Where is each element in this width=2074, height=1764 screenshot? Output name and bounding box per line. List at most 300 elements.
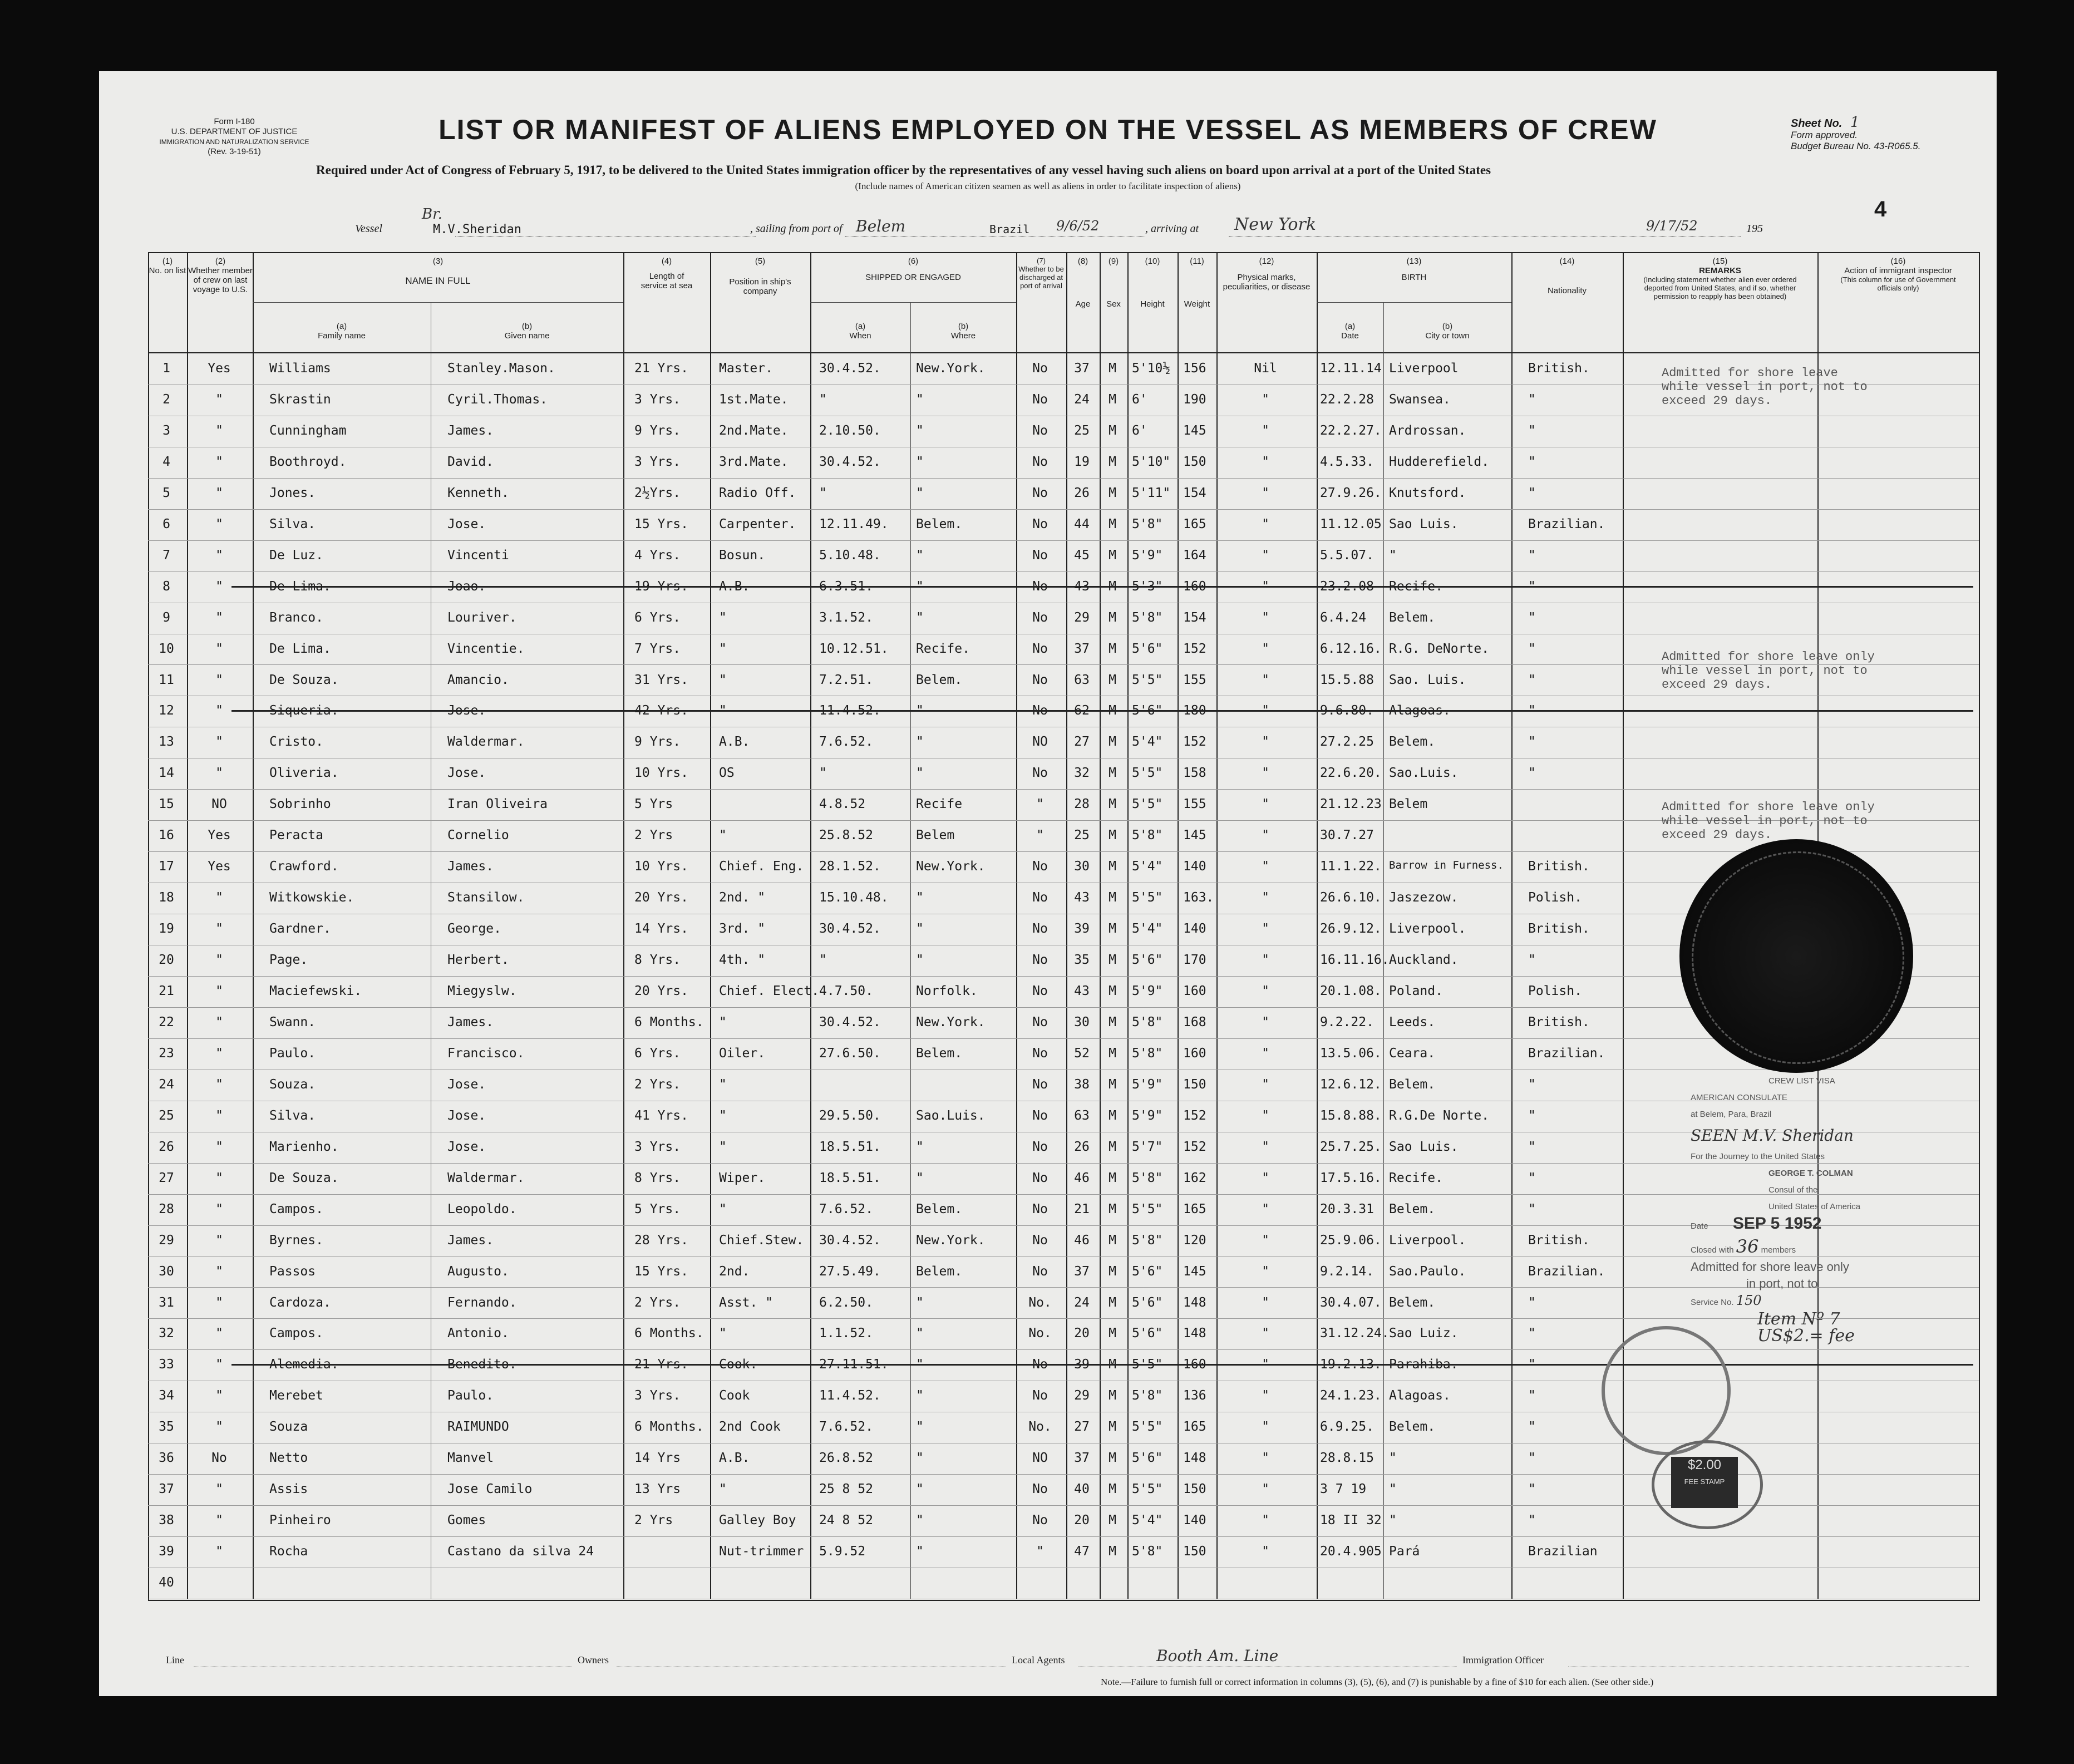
cell-where: " bbox=[916, 766, 924, 781]
cell-family: Peracta bbox=[269, 828, 323, 843]
cell-position: Wiper. bbox=[719, 1170, 766, 1185]
cell-no: 26 bbox=[159, 1139, 174, 1154]
cell-no: 3 bbox=[162, 423, 170, 438]
cell-family: Souza bbox=[269, 1420, 308, 1435]
cell-disch: No bbox=[1032, 890, 1048, 905]
cell-when: 6.2.50. bbox=[819, 1295, 873, 1310]
cell-prev: " bbox=[215, 1357, 223, 1372]
cell-sex: M bbox=[1109, 485, 1116, 500]
cell-when: 29.5.50. bbox=[819, 1108, 881, 1123]
cell-given: Francisco. bbox=[447, 1046, 525, 1061]
cell-given: Castano da silva 24 bbox=[447, 1544, 594, 1559]
cell-weight: 145 bbox=[1183, 1264, 1206, 1279]
cell-age: 52 bbox=[1074, 1046, 1090, 1061]
cell-sex: M bbox=[1109, 1388, 1116, 1403]
cell-bcity: Sao Luiz. bbox=[1389, 1326, 1459, 1341]
port-from: Belem bbox=[856, 217, 906, 235]
cell-age: 21 bbox=[1074, 1201, 1090, 1216]
cell-where: New.York. bbox=[916, 1233, 986, 1248]
cell-disch: No bbox=[1032, 859, 1048, 874]
cell-disch: No bbox=[1032, 953, 1048, 968]
cell-marks: " bbox=[1262, 454, 1269, 469]
cell-when: 11.4.52. bbox=[819, 703, 881, 718]
cell-disch: No bbox=[1032, 1139, 1048, 1154]
cell-nat: " bbox=[1528, 1170, 1536, 1185]
cell-disch: NO bbox=[1032, 1451, 1048, 1466]
cell-age: 29 bbox=[1074, 610, 1090, 625]
cell-no: 15 bbox=[159, 797, 174, 812]
cell-position: Cook bbox=[719, 1388, 750, 1403]
cell-where: Belem. bbox=[916, 1201, 963, 1216]
cell-prev: " bbox=[215, 548, 223, 563]
cell-weight: 140 bbox=[1183, 859, 1206, 874]
page-title: LIST OR MANIFEST OF ALIENS EMPLOYED ON THE VESSEL AS MEMBERS OF CREW bbox=[439, 114, 1657, 145]
cell-age: 62 bbox=[1074, 703, 1090, 718]
cell-where: " bbox=[916, 1482, 924, 1497]
cell-age: 38 bbox=[1074, 1077, 1090, 1092]
cell-no: 8 bbox=[162, 579, 170, 594]
cell-service: 14 Yrs. bbox=[634, 922, 688, 937]
cell-given: Herbert. bbox=[447, 953, 509, 968]
cell-sex: M bbox=[1109, 1108, 1116, 1123]
cell-no: 12 bbox=[159, 703, 174, 718]
cell-marks: " bbox=[1262, 828, 1269, 843]
cell-age: 20 bbox=[1074, 1513, 1090, 1528]
crew-list-visa-stamp bbox=[1691, 1073, 1860, 1344]
cell-given: Manvel bbox=[447, 1451, 494, 1466]
cell-nat: " bbox=[1528, 392, 1536, 407]
cell-bcity: Parahiba. bbox=[1389, 1357, 1459, 1372]
cell-service: 14 Yrs bbox=[634, 1451, 681, 1466]
cell-height: 5'4" bbox=[1132, 859, 1163, 874]
cell-position: " bbox=[719, 641, 727, 656]
visa-date: Date SEP 5 1952 bbox=[1691, 1214, 1822, 1233]
cell-height: 5'8" bbox=[1132, 1544, 1163, 1559]
cell-family: Passos bbox=[269, 1264, 316, 1279]
cell-marks: " bbox=[1262, 392, 1269, 407]
cell-age: 63 bbox=[1074, 1108, 1090, 1123]
cell-nat: " bbox=[1528, 1451, 1536, 1466]
cell-when: 4.7.50. bbox=[819, 984, 873, 998]
cell-disch: No bbox=[1032, 423, 1048, 438]
cell-where: New.York. bbox=[916, 361, 986, 376]
cell-bdate: 31.12.24. bbox=[1320, 1326, 1390, 1341]
cell-bcity: Belem. bbox=[1389, 1077, 1436, 1092]
cell-service: 5 Yrs bbox=[634, 797, 673, 812]
cell-prev: " bbox=[215, 1295, 223, 1310]
cell-nat: " bbox=[1528, 1139, 1536, 1154]
cell-service: 6 Months. bbox=[634, 1326, 704, 1341]
cell-marks: " bbox=[1262, 1014, 1269, 1029]
cell-given: Jose. bbox=[447, 766, 486, 781]
cell-sex: M bbox=[1109, 766, 1116, 781]
cell-bdate: 11.1.22. bbox=[1320, 859, 1382, 874]
cell-prev: " bbox=[215, 641, 223, 656]
visa-consul-title: Consul of the bbox=[1768, 1185, 1818, 1195]
cell-age: 26 bbox=[1074, 485, 1090, 500]
cell-bcity: Sao Luis. bbox=[1389, 516, 1459, 531]
cell-prev: " bbox=[215, 1326, 223, 1341]
cell-no: 14 bbox=[159, 766, 174, 781]
cell-where: " bbox=[916, 1139, 924, 1154]
form-rev: (Rev. 3-19-51) bbox=[208, 147, 261, 156]
cell-position: " bbox=[719, 703, 727, 718]
cell-no: 5 bbox=[162, 485, 170, 500]
cell-prev: " bbox=[215, 1513, 223, 1528]
cell-bcity: Recife. bbox=[1389, 579, 1443, 594]
cell-family: Crawford. bbox=[269, 859, 339, 874]
cell-height: 6' bbox=[1132, 423, 1147, 438]
strike-through-line bbox=[231, 586, 1973, 588]
cell-service: 6 Yrs. bbox=[634, 1046, 681, 1061]
cell-disch: No bbox=[1032, 922, 1048, 937]
manifest-sheet bbox=[99, 71, 1997, 1696]
cell-prev: " bbox=[215, 984, 223, 998]
cell-bdate: 21.12.23 bbox=[1320, 797, 1382, 812]
cell-marks: " bbox=[1262, 672, 1269, 687]
cell-where: " bbox=[916, 703, 924, 718]
cell-prev: " bbox=[215, 1264, 223, 1279]
cell-given: Leopoldo. bbox=[447, 1201, 517, 1216]
cell-age: 26 bbox=[1074, 1139, 1090, 1154]
cell-when: 1.1.52. bbox=[819, 1326, 873, 1341]
cell-height: 5'5" bbox=[1132, 1201, 1163, 1216]
visa-title: CREW LIST VISA bbox=[1768, 1076, 1835, 1086]
include-note: (Include names of American citizen seamen as well as aliens in order to facilitate inspection of aliens) bbox=[855, 181, 1241, 191]
cell-bdate: 27.9.26. bbox=[1320, 485, 1382, 500]
cell-bdate: 16.11.16. bbox=[1320, 953, 1390, 968]
cell-prev: Yes bbox=[208, 828, 231, 843]
cell-where: Recife bbox=[916, 797, 963, 812]
cell-disch: NO bbox=[1032, 735, 1048, 750]
cell-disch: No. bbox=[1028, 1326, 1052, 1341]
cell-service: 10 Yrs. bbox=[634, 859, 688, 874]
cell-nat: " bbox=[1528, 579, 1536, 594]
cell-sex: M bbox=[1109, 516, 1116, 531]
cell-height: 5'9" bbox=[1132, 548, 1163, 563]
cell-family: De Souza. bbox=[269, 1170, 339, 1185]
cell-nat: " bbox=[1528, 1513, 1536, 1528]
cell-service: 2 Yrs. bbox=[634, 1077, 681, 1092]
cell-when: 30.4.52. bbox=[819, 1014, 881, 1029]
cell-no: 11 bbox=[159, 672, 174, 687]
cell-no: 29 bbox=[159, 1233, 174, 1248]
cell-height: 5'10½ bbox=[1132, 361, 1171, 376]
cell-where: " bbox=[916, 1388, 924, 1403]
cell-nat: Brazilian. bbox=[1528, 516, 1605, 531]
cell-bdate: 30.7.27 bbox=[1320, 828, 1374, 843]
cell-where: " bbox=[916, 1357, 924, 1372]
cell-bdate: 23.2.08 bbox=[1320, 579, 1374, 594]
table-row bbox=[148, 447, 1979, 479]
cell-weight: 140 bbox=[1183, 922, 1206, 937]
cell-marks: " bbox=[1262, 1139, 1269, 1154]
cell-family: Page. bbox=[269, 953, 308, 968]
cell-weight: 165 bbox=[1183, 1420, 1206, 1435]
cell-disch: No bbox=[1032, 1046, 1048, 1061]
cell-service: 13 Yrs bbox=[634, 1482, 681, 1497]
cell-sex: M bbox=[1109, 1077, 1116, 1092]
cell-family: Siqueria. bbox=[269, 703, 339, 718]
cell-family: De Lima. bbox=[269, 579, 331, 594]
cell-prev: Yes bbox=[208, 361, 231, 376]
cell-age: 46 bbox=[1074, 1233, 1090, 1248]
cell-bdate: 6.12.16. bbox=[1320, 641, 1382, 656]
cell-bdate: 15.8.88. bbox=[1320, 1108, 1382, 1123]
cell-height: 6' bbox=[1132, 392, 1147, 407]
cell-service: 3 Yrs. bbox=[634, 454, 681, 469]
cell-weight: 168 bbox=[1183, 1014, 1206, 1029]
table-row bbox=[148, 851, 1979, 883]
cell-family: Cardoza. bbox=[269, 1295, 331, 1310]
cell-nat: Brazilian bbox=[1528, 1544, 1598, 1559]
form-service: IMMIGRATION AND NATURALIZATION SERVICE bbox=[159, 138, 309, 146]
header-c16: (16) Action of immigrant inspector (This column for use of Government officials only) bbox=[1840, 257, 1956, 292]
visa-city: at Belem, Para, Brazil bbox=[1691, 1110, 1772, 1119]
cell-disch: " bbox=[1036, 1544, 1044, 1559]
cell-disch: No bbox=[1032, 672, 1048, 687]
table-row bbox=[148, 416, 1979, 447]
header-c13b: (b) City or town bbox=[1425, 322, 1470, 341]
visa-consulate: AMERICAN CONSULATE bbox=[1691, 1093, 1787, 1102]
cell-weight: 145 bbox=[1183, 423, 1206, 438]
cell-position: 3rd.Mate. bbox=[719, 454, 789, 469]
cell-no: 39 bbox=[159, 1544, 174, 1559]
cell-weight: 148 bbox=[1183, 1326, 1206, 1341]
cell-prev: " bbox=[215, 735, 223, 750]
cell-when: 18.5.51. bbox=[819, 1139, 881, 1154]
cell-position: Radio Off. bbox=[719, 485, 796, 500]
cell-bdate: 24.1.23. bbox=[1320, 1388, 1382, 1403]
cell-sex: M bbox=[1109, 797, 1116, 812]
cell-service: 20 Yrs. bbox=[634, 890, 688, 905]
cell-bcity: " bbox=[1389, 1482, 1397, 1497]
cell-age: 27 bbox=[1074, 1420, 1090, 1435]
cell-nat: Polish. bbox=[1528, 984, 1582, 998]
cell-family: Cunningham bbox=[269, 423, 347, 438]
arriving-label: , arriving at bbox=[1145, 223, 1199, 235]
cell-prev: " bbox=[215, 1544, 223, 1559]
cell-nat: British. bbox=[1528, 1014, 1590, 1029]
cell-family: Netto bbox=[269, 1451, 308, 1466]
cell-bdate: 22.2.27. bbox=[1320, 423, 1382, 438]
cell-bcity: Knutsford. bbox=[1389, 485, 1466, 500]
cell-prev: " bbox=[215, 579, 223, 594]
cell-height: 5'8" bbox=[1132, 1233, 1163, 1248]
vessel-flag: Br. bbox=[422, 206, 442, 223]
cell-prev: " bbox=[215, 610, 223, 625]
cell-when: 30.4.52. bbox=[819, 1233, 881, 1248]
cell-weight: 165 bbox=[1183, 516, 1206, 531]
cell-age: 37 bbox=[1074, 361, 1090, 376]
cell-weight: 156 bbox=[1183, 361, 1206, 376]
cell-given: Vincentie. bbox=[447, 641, 525, 656]
cell-sex: M bbox=[1109, 610, 1116, 625]
cell-bcity: Liverpool bbox=[1389, 361, 1459, 376]
cell-disch: No bbox=[1032, 1014, 1048, 1029]
cell-height: 5'6" bbox=[1132, 1264, 1163, 1279]
cell-family: De Lima. bbox=[269, 641, 331, 656]
cell-position: Master. bbox=[719, 361, 773, 376]
cell-height: 5'8" bbox=[1132, 1014, 1163, 1029]
cell-service: 10 Yrs. bbox=[634, 766, 688, 781]
cell-nat: " bbox=[1528, 672, 1536, 687]
cell-bdate: 15.5.88 bbox=[1320, 672, 1374, 687]
cell-bcity: R.G.De Norte. bbox=[1389, 1108, 1490, 1123]
table-row bbox=[148, 1536, 1979, 1568]
cell-bdate: 6.9.25. bbox=[1320, 1420, 1374, 1435]
cell-marks: " bbox=[1262, 579, 1269, 594]
cell-sex: M bbox=[1109, 922, 1116, 937]
cell-nat: " bbox=[1528, 1201, 1536, 1216]
cell-nat: " bbox=[1528, 703, 1536, 718]
cell-disch: No bbox=[1032, 610, 1048, 625]
cell-disch: No bbox=[1032, 454, 1048, 469]
cell-where: " bbox=[916, 1451, 924, 1466]
cell-no: 23 bbox=[159, 1046, 174, 1061]
cell-weight: 162 bbox=[1183, 1170, 1206, 1185]
visa-service: Service No. 150 bbox=[1691, 1293, 1762, 1308]
cell-service: 8 Yrs. bbox=[634, 953, 681, 968]
cell-age: 28 bbox=[1074, 797, 1090, 812]
cell-when: 15.10.48. bbox=[819, 890, 889, 905]
cell-bdate: 12.11.14 bbox=[1320, 361, 1382, 376]
cell-prev: " bbox=[215, 1108, 223, 1123]
cell-weight: 152 bbox=[1183, 1139, 1206, 1154]
cell-when: " bbox=[819, 953, 827, 968]
cell-age: 40 bbox=[1074, 1482, 1090, 1497]
cell-where: Belem. bbox=[916, 672, 963, 687]
cell-position: " bbox=[719, 610, 727, 625]
cell-position: A.B. bbox=[719, 1451, 750, 1466]
cell-disch: No bbox=[1032, 516, 1048, 531]
table-row bbox=[148, 509, 1979, 541]
cell-disch: No bbox=[1032, 1482, 1048, 1497]
cell-height: 5'4" bbox=[1132, 735, 1163, 750]
cell-height: 5'6" bbox=[1132, 953, 1163, 968]
cell-position: Galley Boy bbox=[719, 1513, 796, 1528]
cell-given: Benedito. bbox=[447, 1357, 517, 1372]
footer-agents-value: Booth Am. Line bbox=[1156, 1647, 1279, 1665]
cell-sex: M bbox=[1109, 423, 1116, 438]
cell-family: Assis bbox=[269, 1482, 308, 1497]
cell-where: " bbox=[916, 579, 924, 594]
cell-age: 43 bbox=[1074, 890, 1090, 905]
cell-where: " bbox=[916, 953, 924, 968]
cell-when: 2.10.50. bbox=[819, 423, 881, 438]
cell-service: 6 Months. bbox=[634, 1014, 704, 1029]
cell-service: 21 Yrs. bbox=[634, 1357, 688, 1372]
country: Brazil bbox=[989, 223, 1030, 236]
cell-service: 6 Yrs. bbox=[634, 610, 681, 625]
requirement-text: Required under Act of Congress of February 5, 1917, to be delivered to the United States immigration officer by the representatives of any vessel having such aliens on board upon arrival at a port of the United States bbox=[316, 163, 1491, 177]
cell-position: Chief. Eng. bbox=[719, 859, 804, 874]
cell-when: 25.8.52 bbox=[819, 828, 873, 843]
cell-age: 37 bbox=[1074, 1451, 1090, 1466]
cell-weight: 152 bbox=[1183, 641, 1206, 656]
cell-prev: " bbox=[215, 953, 223, 968]
cell-age: 20 bbox=[1074, 1326, 1090, 1341]
cell-no: 22 bbox=[159, 1014, 174, 1029]
cell-marks: " bbox=[1262, 641, 1269, 656]
cell-no: 32 bbox=[159, 1326, 174, 1341]
cell-service: 2 Yrs. bbox=[634, 1295, 681, 1310]
cell-when: 7.6.52. bbox=[819, 1420, 873, 1435]
cell-weight: 160 bbox=[1183, 984, 1206, 998]
cell-given: Fernando. bbox=[447, 1295, 517, 1310]
cell-bdate: 25.9.06. bbox=[1320, 1233, 1382, 1248]
header-c12: (12) Physical marks, peculiarities, or disease bbox=[1223, 257, 1311, 292]
cell-age: 39 bbox=[1074, 1357, 1090, 1372]
cell-given: Iran Oliveira bbox=[447, 797, 548, 812]
cell-height: 5'5" bbox=[1132, 797, 1163, 812]
cell-sex: M bbox=[1109, 579, 1116, 594]
cell-disch: " bbox=[1036, 828, 1044, 843]
cell-position: 2nd.Mate. bbox=[719, 423, 789, 438]
cell-sex: M bbox=[1109, 984, 1116, 998]
cell-bdate: 9.2.14. bbox=[1320, 1264, 1374, 1279]
cell-sex: M bbox=[1109, 392, 1116, 407]
cell-position: Carpenter. bbox=[719, 516, 796, 531]
header-c7: (7) Whether to be discharged at port of arrival bbox=[1018, 257, 1064, 290]
cell-bcity: Liverpool. bbox=[1389, 922, 1466, 937]
cell-no: 33 bbox=[159, 1357, 174, 1372]
form-dept: U.S. DEPARTMENT OF JUSTICE bbox=[171, 127, 298, 136]
cell-no: 10 bbox=[159, 641, 174, 656]
cell-given: Cyril.Thomas. bbox=[447, 392, 548, 407]
cell-age: 43 bbox=[1074, 984, 1090, 998]
cell-position: 3rd. " bbox=[719, 922, 766, 937]
footer-owners: Owners bbox=[578, 1654, 609, 1666]
cell-given: Augusto. bbox=[447, 1264, 509, 1279]
cell-family: Jones. bbox=[269, 485, 316, 500]
cell-position: 2nd. bbox=[719, 1264, 750, 1279]
cell-weight: 164 bbox=[1183, 548, 1206, 563]
cell-family: Rocha bbox=[269, 1544, 308, 1559]
consulate-round-stamp bbox=[1602, 1326, 1731, 1455]
cell-where: Norfolk. bbox=[916, 984, 978, 998]
header-c13a: (a) Date bbox=[1341, 322, 1359, 341]
cell-marks: Nil bbox=[1254, 361, 1277, 376]
cell-prev: " bbox=[215, 1388, 223, 1403]
cell-sex: M bbox=[1109, 361, 1116, 376]
cell-position: OS bbox=[719, 766, 735, 781]
cell-weight: 155 bbox=[1183, 672, 1206, 687]
cell-where: Belem. bbox=[916, 516, 963, 531]
cell-service: 21 Yrs. bbox=[634, 361, 688, 376]
cell-height: 5'5" bbox=[1132, 766, 1163, 781]
cell-position: " bbox=[719, 1108, 727, 1123]
cell-where: " bbox=[916, 454, 924, 469]
cell-service: 31 Yrs. bbox=[634, 672, 688, 687]
cell-weight: 150 bbox=[1183, 454, 1206, 469]
cell-age: 37 bbox=[1074, 1264, 1090, 1279]
cell-marks: " bbox=[1262, 1544, 1269, 1559]
cell-weight: 154 bbox=[1183, 485, 1206, 500]
cell-no: 21 bbox=[159, 984, 174, 998]
cell-when: 26.8.52 bbox=[819, 1451, 873, 1466]
cell-given: James. bbox=[447, 423, 494, 438]
cell-bcity: Recife. bbox=[1389, 1170, 1443, 1185]
footer-line-label: Line bbox=[166, 1654, 184, 1666]
cell-disch: No bbox=[1032, 1513, 1048, 1528]
cell-height: 5'11" bbox=[1132, 485, 1171, 500]
cell-disch: No bbox=[1032, 1233, 1048, 1248]
arrive-date: 9/17/52 bbox=[1646, 218, 1698, 234]
cell-bcity: R.G. DeNorte. bbox=[1389, 641, 1490, 656]
cell-height: 5'6" bbox=[1132, 641, 1163, 656]
cell-sex: M bbox=[1109, 672, 1116, 687]
